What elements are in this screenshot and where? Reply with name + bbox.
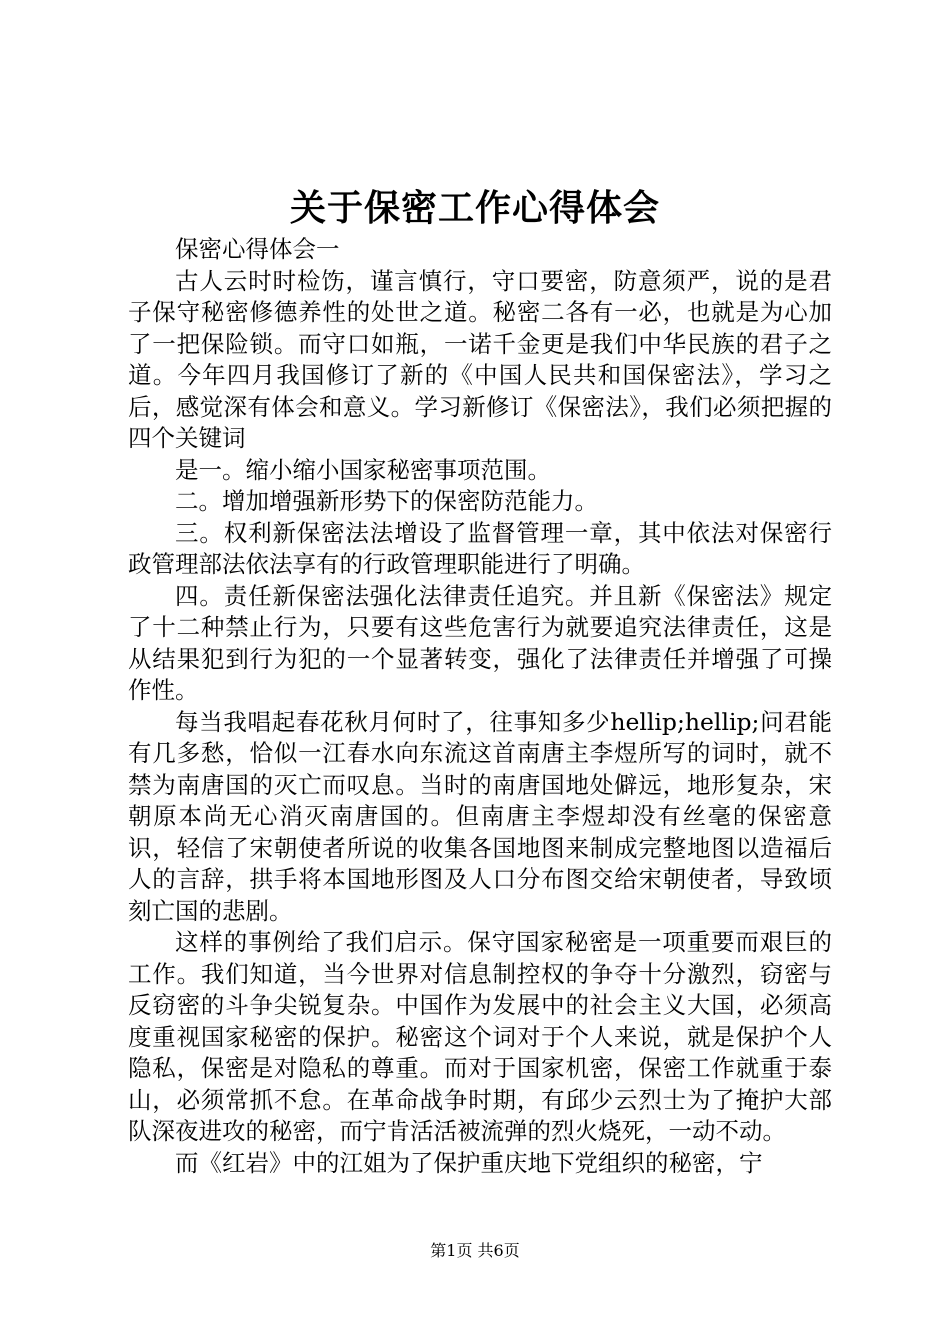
paragraph: 是一。缩小缩小国家秘密事项范围。: [175, 455, 551, 484]
paragraph-heading: 保密心得体会一: [175, 235, 340, 263]
page-number-footer: 第1页 共6页: [430, 1241, 520, 1260]
paragraph: 这样的事例给了我们启示。保守国家秘密是一项重要而艰巨的工作。我们知道，当今世界对信息制控权的争夺十分激烈，窃密与反窃密的斗争尖锐复杂。中国作为发展中的社会主义大国，必须高度重视国家秘密的保护。秘密这个词对于个人来说，就是保护个人隐私，保密是对隐私的尊重。而对于国家机密，保密工作就重于泰山，必须常抓不怠。在革命战争时期，有邱少云烈士为了掩护大部队深夜进攻的秘密，而宁肯活活被流弹的烈火烧死，一动不动。: [128, 928, 832, 1145]
paragraph: 二。增加增强新形势下的保密防范能力。: [175, 487, 598, 515]
paragraph: 每当我唱起春花秋月何时了，往事知多少hellip;hellip;问君能有几多愁，恰似一江春水向东流这首南唐主李煜所写的词时，就不禁为南唐国的灭亡而叹息。当时的南唐国地处僻远，地形复杂，宋朝原本尚无心消灭南唐国的。但南唐主李煜却没有丝毫的保密意识，轻信了宋朝使者所说的收集各国地图来制成完整地图以造福后人的言辞，拱手将本国地形图及人口分布图交给宋朝使者，导致顷刻亡国的悲剧。: [128, 707, 832, 925]
paragraph: 而《红岩》中的江姐为了保护重庆地下党组织的秘密，宁: [175, 1148, 763, 1177]
document-title: 关于保密工作心得体会: [289, 187, 660, 229]
document-body: [128, 234, 832, 1179]
paragraph: 三。权利新保密法法增设了监督管理一章，其中依法对保密行政管理部法依法享有的行政管理职能进行了明确。: [128, 518, 832, 578]
paragraph: 四。责任新保密法强化法律责任追究。并且新《保密法》规定了十二种禁止行为，只要有这些危害行为就要追究法律责任，这是从结果犯到行为犯的一个显著转变，强化了法律责任并增强了可操作性。: [128, 581, 832, 704]
paragraph: 古人云时时检饬，谨言慎行，守口要密，防意须严，说的是君子保守秘密修德养性的处世之道。秘密二各有一必，也就是为心加了一把保险锁。而守口如瓶，一诺千金更是我们中华民族的君子之道。今年四月我国修订了新的《中国人民共和国保密法》，学习之后，感觉深有体会和意义。学习新修订《保密法》，我们必须把握的四个关键词: [128, 266, 832, 452]
